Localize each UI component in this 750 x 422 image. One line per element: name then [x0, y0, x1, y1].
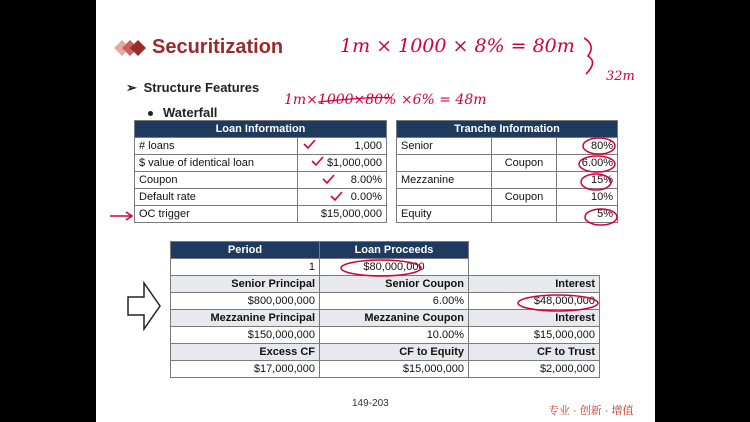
slide: [96, 0, 655, 422]
brand-slogan: 专业 · 创新 · 增值: [548, 405, 634, 417]
loan-row-label: # loans: [135, 138, 298, 155]
table-row: [397, 138, 618, 155]
arrow-bullet-icon: ➢: [126, 80, 137, 95]
tranche-row-sub: Coupon: [492, 155, 557, 172]
page-number: 149-203: [352, 398, 389, 409]
mezz-principal-value: $150,000,000: [171, 327, 320, 344]
tranche-row-sub: [492, 172, 557, 189]
table-row: [135, 206, 387, 223]
senior-principal-value: $800,000,000: [171, 293, 320, 310]
excess-cf-label: Excess CF: [171, 344, 320, 361]
right-arrow-icon: [126, 281, 162, 331]
mezz-coupon-value: 10.00%: [320, 327, 469, 344]
loan-row-value: 1,000: [298, 138, 387, 155]
annotation-brace-icon: [584, 38, 593, 74]
bullet-waterfall: [148, 105, 217, 120]
excess-cf-value: $17,000,000: [171, 361, 320, 378]
loan-information-table: [134, 120, 387, 223]
mezz-interest-value: $15,000,000: [469, 327, 600, 344]
table-row: [397, 189, 618, 206]
loan-row-label: Default rate: [135, 189, 298, 206]
loan-row-label: $ value of identical loan: [135, 155, 298, 172]
table-row: [135, 189, 387, 206]
table-row: [171, 327, 600, 344]
waterfall-table: [170, 241, 600, 378]
tranche-row-value: 10%: [557, 189, 618, 206]
table-row: [171, 344, 600, 361]
tranche-row-value: 6.00%: [557, 155, 618, 172]
annotation-eq1: 1m × 1000 × 8% = 80m: [340, 35, 575, 57]
mezz-principal-label: Mezzanine Principal: [171, 310, 320, 327]
table-row: [135, 155, 387, 172]
table-row: [171, 293, 600, 310]
senior-coupon-value: 6.00%: [320, 293, 469, 310]
loan-proceeds-value: $80,000,000: [320, 259, 469, 276]
loan-row-value: $1,000,000: [298, 155, 387, 172]
tranche-row-label: Equity: [397, 206, 492, 223]
tranche-row-label: [397, 189, 492, 206]
annotation-eq2: 1m×1000×80% ×6% = 48m: [284, 92, 487, 108]
tranche-row-label: Mezzanine: [397, 172, 492, 189]
tranche-row-sub: Coupon: [492, 189, 557, 206]
dot-bullet-icon: [148, 111, 153, 116]
annotation-underline: [318, 98, 392, 103]
bullet-structure-features: [126, 80, 259, 96]
cf-equity-value: $15,000,000: [320, 361, 469, 378]
loan-info-header: Loan Information: [135, 121, 387, 138]
table-row: [171, 276, 600, 293]
table-row: [135, 138, 387, 155]
tranche-row-sub: [492, 138, 557, 155]
table-row: [171, 259, 600, 276]
period-value: 1: [171, 259, 320, 276]
loan-row-value: 0.00%: [298, 189, 387, 206]
mezz-interest-label: Interest: [469, 310, 600, 327]
tranche-row-value: 5%: [557, 206, 618, 223]
tranche-information-table: [396, 120, 618, 223]
tranche-info-header: Tranche Information: [397, 121, 618, 138]
tranche-row-value: 15%: [557, 172, 618, 189]
table-row: [135, 172, 387, 189]
loan-row-label: OC trigger: [135, 206, 298, 223]
cf-trust-label: CF to Trust: [469, 344, 600, 361]
senior-principal-label: Senior Principal: [171, 276, 320, 293]
cf-trust-value: $2,000,000: [469, 361, 600, 378]
loan-row-label: Coupon: [135, 172, 298, 189]
table-row: [171, 361, 600, 378]
annotation-side: 32m: [606, 69, 635, 84]
tranche-row-sub: [492, 206, 557, 223]
bullet-structure-label: Structure Features: [143, 80, 260, 95]
senior-interest-label: Interest: [469, 276, 600, 293]
table-row: [397, 172, 618, 189]
mezz-coupon-label: Mezzanine Coupon: [320, 310, 469, 327]
table-row: [171, 310, 600, 327]
senior-interest-value: $48,000,000: [469, 293, 600, 310]
senior-coupon-label: Senior Coupon: [320, 276, 469, 293]
period-header: Period: [171, 242, 320, 259]
tranche-row-label: Senior: [397, 138, 492, 155]
bullet-waterfall-label: Waterfall: [163, 105, 218, 120]
tranche-row-label: [397, 155, 492, 172]
annotation-arrow-icon: [110, 212, 132, 220]
table-row: [397, 206, 618, 223]
cf-equity-label: CF to Equity: [320, 344, 469, 361]
logo-diamonds-icon: [104, 34, 150, 62]
slide-title: Securitization: [152, 36, 284, 58]
tranche-row-value: 80%: [557, 138, 618, 155]
loan-proceeds-header: Loan Proceeds: [320, 242, 469, 259]
table-row: [397, 155, 618, 172]
loan-row-value: $15,000,000: [298, 206, 387, 223]
loan-row-value: 8.00%: [298, 172, 387, 189]
